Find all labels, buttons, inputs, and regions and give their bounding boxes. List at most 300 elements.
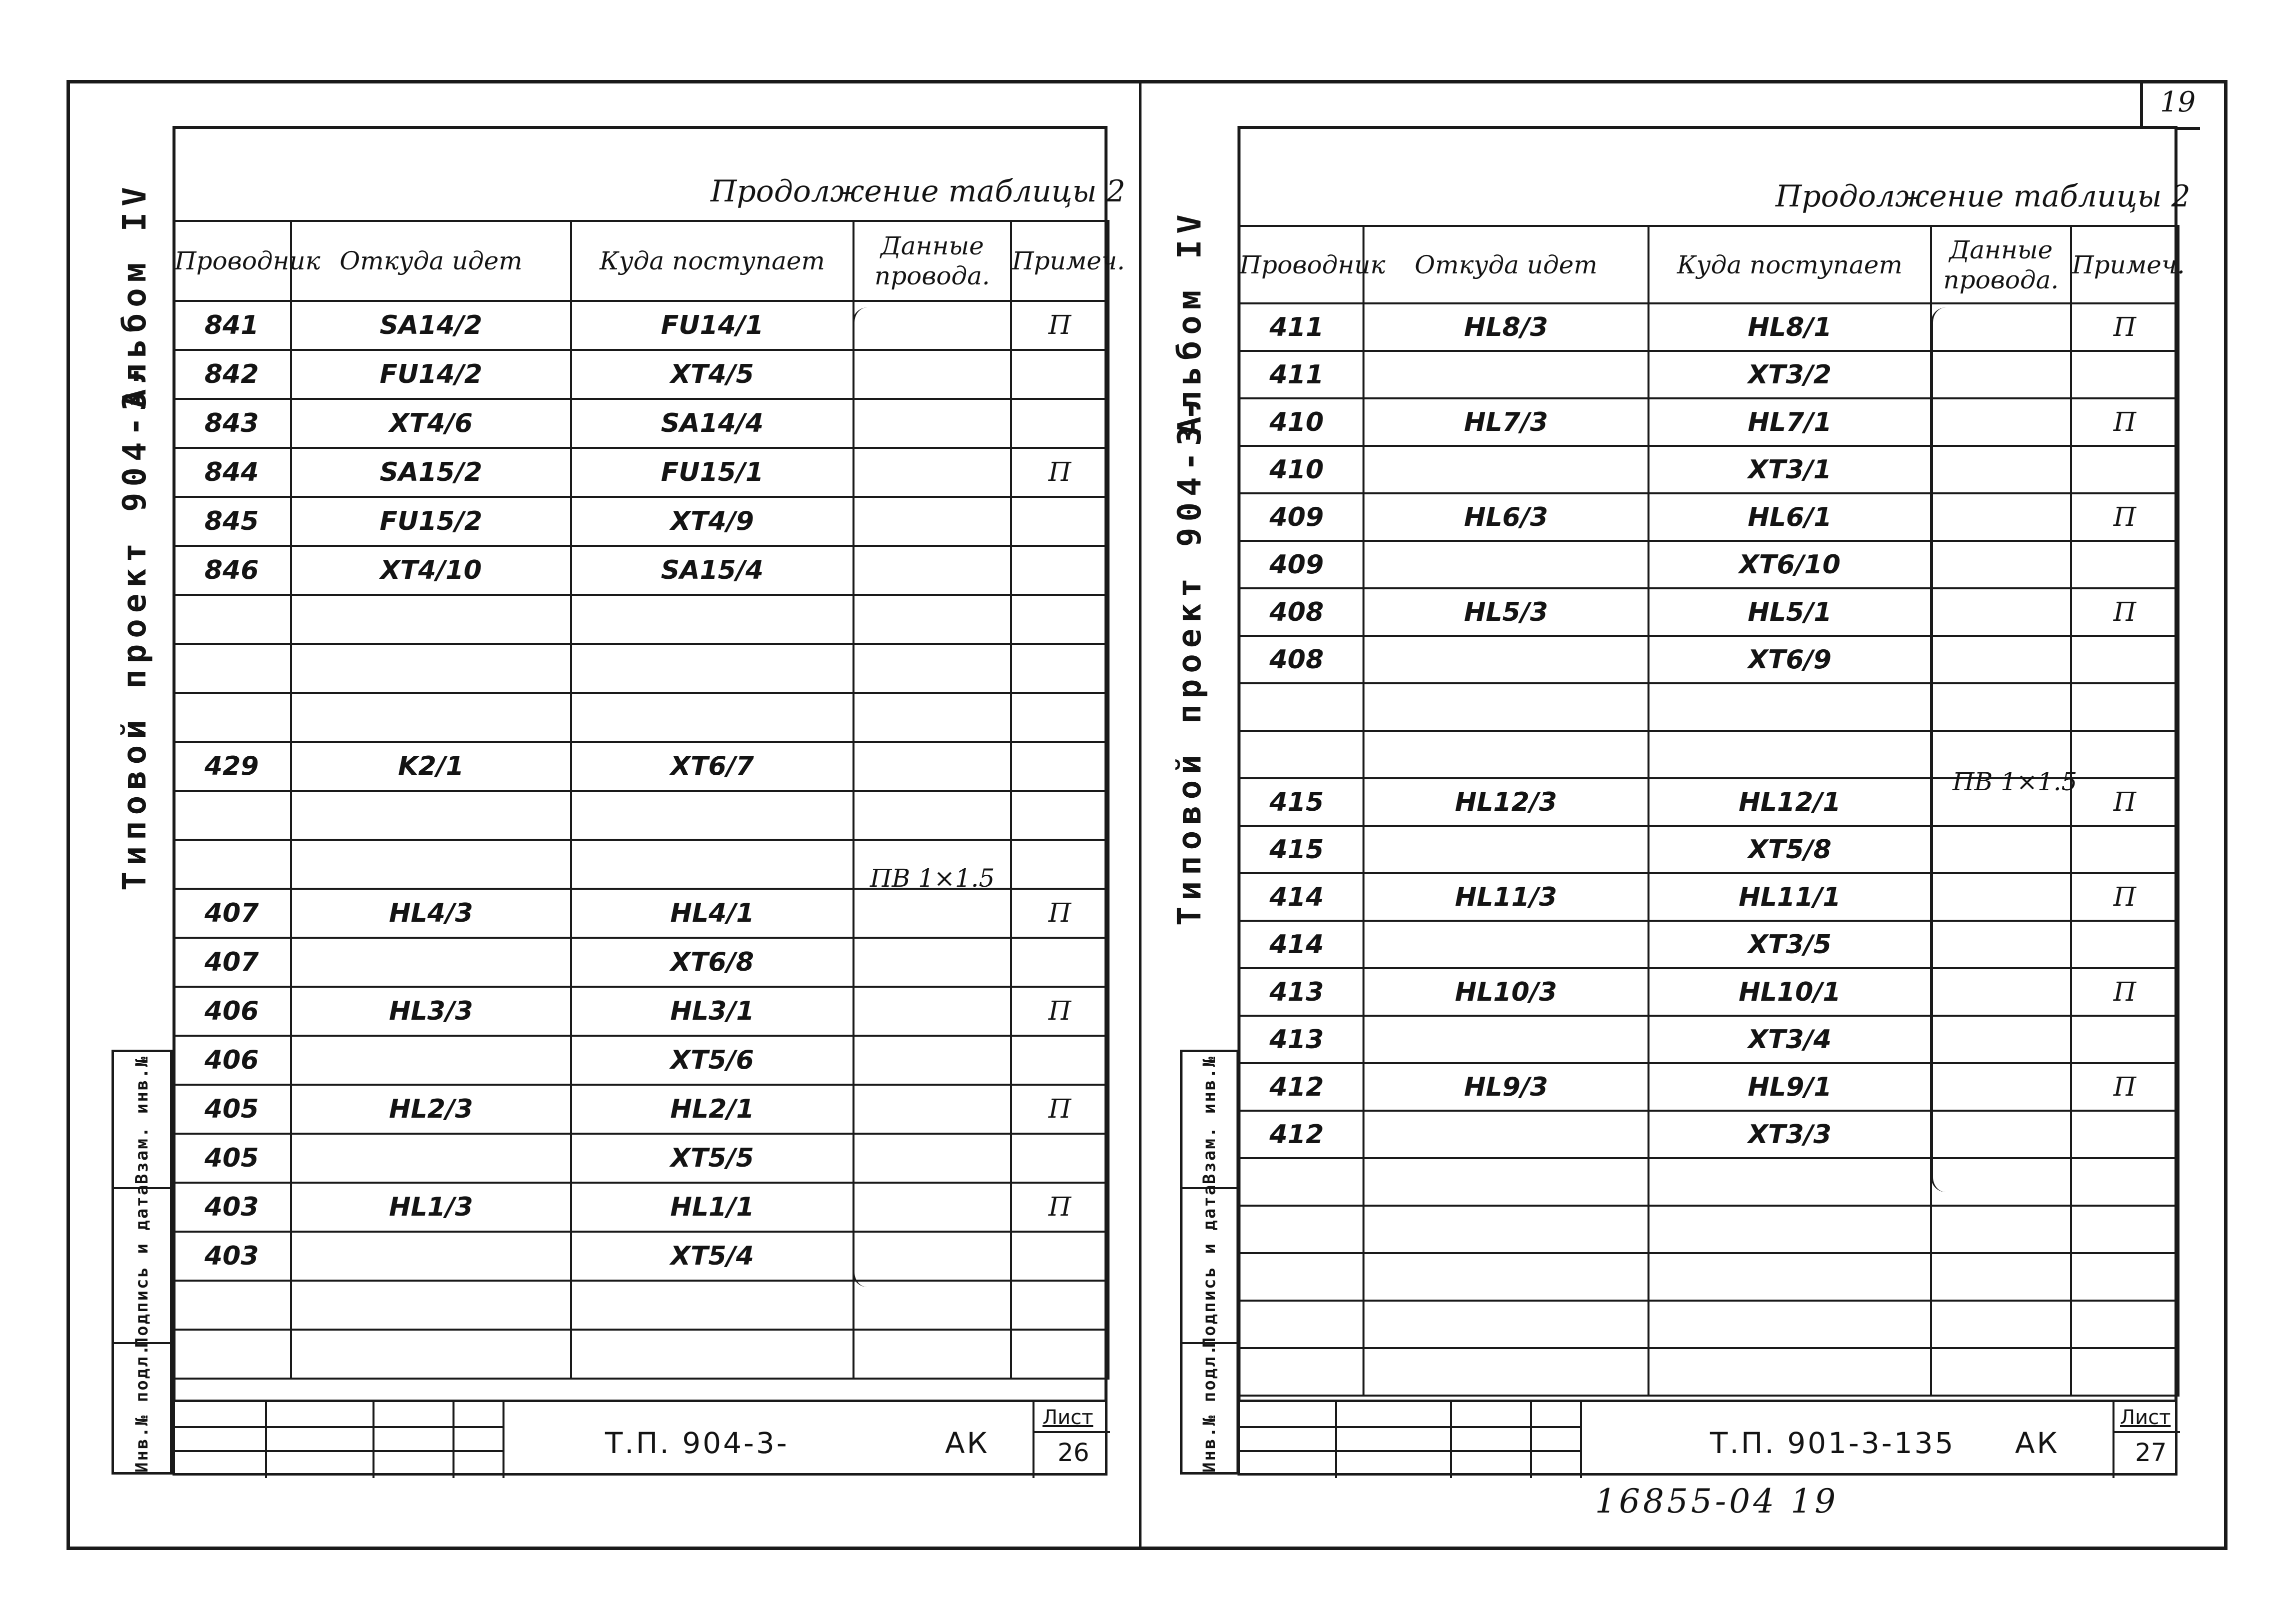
from-cell — [291, 1281, 571, 1330]
conductor-cell — [1238, 1158, 1364, 1206]
to-cell: HL9/1 — [1648, 1063, 1931, 1111]
note-cell — [2071, 1301, 2178, 1348]
wire-data-cell — [854, 546, 1011, 595]
from-cell — [291, 791, 571, 840]
conductor-cell: 408 — [1238, 588, 1364, 636]
left-sheet-label: Лист — [1042, 1406, 1094, 1429]
note-cell — [2071, 1206, 2178, 1253]
table-row — [174, 644, 1108, 693]
wire-data-cell — [1931, 1158, 2071, 1206]
conductor-cell: 413 — [1238, 1016, 1364, 1063]
wire-data-cell — [854, 301, 1011, 350]
note-cell: П — [2071, 493, 2178, 541]
left-strip-cell-inventory — [114, 1342, 170, 1472]
wire-data-cell — [1931, 588, 2071, 636]
wire-data-cell — [854, 595, 1011, 644]
to-cell: XT4/5 — [571, 350, 854, 399]
right-strip-cell-signature — [1182, 1183, 1236, 1348]
right-approval-strip — [1180, 1050, 1239, 1475]
conductor-cell: 407 — [174, 889, 291, 938]
to-cell — [1648, 731, 1931, 778]
note-cell: П — [2071, 1063, 2178, 1111]
note-cell — [1011, 546, 1108, 595]
from-cell: XT4/10 — [291, 546, 571, 595]
table-row — [174, 742, 1108, 791]
table-row — [174, 1036, 1108, 1085]
from-cell — [291, 595, 571, 644]
note-cell — [1011, 1134, 1108, 1183]
table-row — [174, 399, 1108, 448]
to-cell: XT3/1 — [1648, 446, 1931, 493]
note-cell — [1011, 742, 1108, 791]
conductor-cell — [174, 840, 291, 889]
archive-footer-note: 16855-04 19 — [1595, 1482, 1839, 1521]
right-header-to: Куда поступает — [1648, 226, 1931, 303]
wire-data-cell — [854, 1281, 1011, 1330]
wire-data-cell — [1931, 1111, 2071, 1158]
from-cell: HL2/3 — [291, 1085, 571, 1134]
table-row — [1238, 826, 2178, 873]
conductor-cell — [1238, 1206, 1364, 1253]
to-cell: XT6/8 — [571, 938, 854, 987]
left-wire-bracket — [852, 307, 872, 1287]
from-cell — [1364, 921, 1648, 968]
wire-data-cell — [854, 350, 1011, 399]
from-cell — [291, 1036, 571, 1085]
right-header-from: Откуда идет — [1364, 226, 1648, 303]
table-row — [174, 791, 1108, 840]
left-album-label: Альбом IV — [116, 181, 154, 408]
wire-data-cell — [1931, 826, 2071, 873]
left-strip-cell-signature — [114, 1183, 170, 1348]
from-cell — [1364, 826, 1648, 873]
right-header-wire-data — [1931, 226, 2071, 303]
table-row — [174, 1085, 1108, 1134]
to-cell: XT6/10 — [1648, 541, 1931, 588]
from-cell: SA14/2 — [291, 301, 571, 350]
album-fold-line — [1139, 80, 1142, 1550]
to-cell: HL8/1 — [1648, 303, 1931, 351]
left-wire-spec: ПВ 1×1.5 — [870, 864, 995, 893]
table-row — [174, 301, 1108, 350]
left-table-body — [174, 301, 1108, 1379]
wire-data-cell — [1931, 446, 2071, 493]
conductor-cell — [174, 1330, 291, 1379]
note-cell: П — [2071, 588, 2178, 636]
wire-data-cell — [1931, 1206, 2071, 1253]
conductor-cell — [174, 791, 291, 840]
left-stamp-code: Т.П. 904-3- — [605, 1426, 789, 1460]
from-cell — [1364, 683, 1648, 731]
conductor-cell: 405 — [174, 1134, 291, 1183]
conductor-cell — [174, 644, 291, 693]
note-cell — [2071, 1158, 2178, 1206]
conductor-cell: 408 — [1238, 636, 1364, 683]
right-header-wire-data-line1: Данные — [1949, 235, 2053, 264]
left-wiring-table — [172, 220, 1125, 1380]
right-continuation-title: Продолжение таблицы 2 — [1776, 179, 2190, 214]
table-row — [174, 1281, 1108, 1330]
from-cell: HL11/3 — [1364, 873, 1648, 921]
conductor-cell: 403 — [174, 1232, 291, 1281]
to-cell: XT3/5 — [1648, 921, 1931, 968]
conductor-cell — [174, 1281, 291, 1330]
note-cell — [1011, 399, 1108, 448]
table-row — [1238, 303, 2178, 351]
wire-data-cell — [854, 497, 1011, 546]
note-cell: П — [2071, 303, 2178, 351]
right-project-label: Типовой проект 904-3- — [1172, 395, 1208, 926]
conductor-cell: 403 — [174, 1183, 291, 1232]
left-strip-cell-replaced — [114, 1052, 170, 1187]
right-wire-spec: ПВ 1×1.5 — [1952, 767, 2078, 796]
wire-data-cell — [854, 399, 1011, 448]
left-header-wire-data-line2: провода. — [874, 261, 990, 290]
conductor-cell: 409 — [1238, 541, 1364, 588]
table-row — [174, 889, 1108, 938]
to-cell: SA14/4 — [571, 399, 854, 448]
table-row — [1238, 588, 2178, 636]
from-cell — [291, 840, 571, 889]
to-cell: XT5/8 — [1648, 826, 1931, 873]
to-cell — [1648, 1348, 1931, 1396]
table-row — [174, 350, 1108, 399]
left-header-wire-data — [854, 221, 1011, 301]
note-cell — [1011, 497, 1108, 546]
note-cell — [1011, 1036, 1108, 1085]
from-cell: FU14/2 — [291, 350, 571, 399]
wire-data-cell — [1931, 398, 2071, 446]
note-cell: П — [1011, 1085, 1108, 1134]
right-strip-cell-inventory — [1182, 1342, 1236, 1472]
note-cell — [2071, 1016, 2178, 1063]
note-cell — [2071, 1111, 2178, 1158]
corner-page-number: 19 — [2160, 86, 2196, 118]
left-continuation-title: Продолжение таблицы 2 — [710, 174, 1126, 209]
conductor-cell — [174, 595, 291, 644]
conductor-cell: 411 — [1238, 351, 1364, 398]
right-strip-label-inventory: Инв.№ подл. — [1200, 1343, 1220, 1473]
wire-data-cell — [1931, 1016, 2071, 1063]
conductor-cell: 843 — [174, 399, 291, 448]
note-cell: П — [2071, 968, 2178, 1016]
from-cell — [291, 1232, 571, 1281]
conductor-cell: 410 — [1238, 398, 1364, 446]
table-row — [174, 1232, 1108, 1281]
to-cell: HL4/1 — [571, 889, 854, 938]
from-cell — [1364, 446, 1648, 493]
conductor-cell: 429 — [174, 742, 291, 791]
right-header-wire-data-line2: провода. — [1943, 265, 2059, 294]
table-row — [174, 938, 1108, 987]
wire-data-cell — [1931, 1253, 2071, 1301]
conductor-cell: 410 — [1238, 446, 1364, 493]
table-row — [174, 595, 1108, 644]
from-cell — [291, 693, 571, 742]
conductor-cell: 406 — [174, 1036, 291, 1085]
conductor-cell: 846 — [174, 546, 291, 595]
wire-data-cell — [854, 1085, 1011, 1134]
from-cell — [1364, 1016, 1648, 1063]
note-cell — [1011, 595, 1108, 644]
note-cell — [2071, 826, 2178, 873]
table-row — [174, 1330, 1108, 1379]
from-cell: FU15/2 — [291, 497, 571, 546]
note-cell — [1011, 350, 1108, 399]
table-row — [1238, 1016, 2178, 1063]
table-row — [1238, 683, 2178, 731]
wire-data-cell — [1931, 636, 2071, 683]
right-wire-bracket — [1931, 307, 1950, 1192]
left-strip-label-signature: Подпись и дата — [132, 1183, 152, 1348]
from-cell — [1364, 541, 1648, 588]
note-cell — [1011, 840, 1108, 889]
table-row — [1238, 351, 2178, 398]
right-stamp-code: Т.П. 901-3-135 — [1710, 1426, 1956, 1460]
to-cell: HL7/1 — [1648, 398, 1931, 446]
from-cell — [291, 644, 571, 693]
to-cell: HL2/1 — [571, 1085, 854, 1134]
table-row — [174, 987, 1108, 1036]
wire-data-cell — [854, 1036, 1011, 1085]
conductor-cell — [1238, 731, 1364, 778]
conductor-cell: 411 — [1238, 303, 1364, 351]
note-cell — [2071, 351, 2178, 398]
right-album-label: Альбом IV — [1172, 208, 1208, 436]
note-cell — [2071, 921, 2178, 968]
conductor-cell: 412 — [1238, 1111, 1364, 1158]
right-stamp-section: АК — [2015, 1426, 2060, 1460]
table-row — [174, 497, 1108, 546]
table-row — [1238, 1301, 2178, 1348]
to-cell: XT6/9 — [1648, 636, 1931, 683]
table-row — [174, 1134, 1108, 1183]
note-cell — [2071, 731, 2178, 778]
wire-data-cell — [1931, 351, 2071, 398]
table-row — [174, 546, 1108, 595]
conductor-cell: 406 — [174, 987, 291, 1036]
to-cell: HL1/1 — [571, 1183, 854, 1232]
note-cell: П — [1011, 301, 1108, 350]
right-sheet-number: 27 — [2135, 1438, 2167, 1467]
right-wiring-table — [1238, 225, 2185, 1397]
to-cell: XT5/5 — [571, 1134, 854, 1183]
left-header-wire-data-line1: Данные — [880, 231, 984, 260]
to-cell: XT4/9 — [571, 497, 854, 546]
wire-data-cell — [854, 791, 1011, 840]
conductor-cell: 409 — [1238, 493, 1364, 541]
to-cell: XT3/4 — [1648, 1016, 1931, 1063]
left-stamp-section: АК — [945, 1426, 990, 1460]
right-strip-label-signature: Подпись и дата — [1200, 1183, 1220, 1348]
from-cell: HL5/3 — [1364, 588, 1648, 636]
from-cell — [1364, 351, 1648, 398]
to-cell: HL3/1 — [571, 987, 854, 1036]
to-cell — [1648, 683, 1931, 731]
from-cell — [291, 1134, 571, 1183]
note-cell — [1011, 1232, 1108, 1281]
note-cell — [1011, 1281, 1108, 1330]
conductor-cell — [174, 693, 291, 742]
wire-data-cell — [1931, 541, 2071, 588]
right-sheet-label: Лист — [2120, 1406, 2171, 1429]
wire-data-cell — [1931, 921, 2071, 968]
to-cell — [571, 1330, 854, 1379]
note-cell — [2071, 446, 2178, 493]
note-cell — [1011, 938, 1108, 987]
table-row — [1238, 1111, 2178, 1158]
note-cell: П — [1011, 448, 1108, 497]
from-cell — [1364, 636, 1648, 683]
to-cell: XT3/3 — [1648, 1111, 1931, 1158]
note-cell — [2071, 1348, 2178, 1396]
wire-data-cell — [854, 448, 1011, 497]
from-cell — [1364, 731, 1648, 778]
from-cell — [1364, 1301, 1648, 1348]
right-strip-cell-replaced — [1182, 1052, 1236, 1187]
note-cell: П — [1011, 987, 1108, 1036]
table-row — [1238, 1158, 2178, 1206]
from-cell: K2/1 — [291, 742, 571, 791]
left-sheet-number: 26 — [1058, 1438, 1090, 1467]
table-row — [1238, 873, 2178, 921]
to-cell: HL6/1 — [1648, 493, 1931, 541]
left-header-from: Откуда идет — [291, 221, 571, 301]
conductor-cell: 415 — [1238, 826, 1364, 873]
wire-data-cell — [1931, 1063, 2071, 1111]
left-header-conductor: Проводник — [174, 221, 291, 301]
wire-data-cell — [1931, 1348, 2071, 1396]
to-cell — [1648, 1301, 1931, 1348]
conductor-cell — [1238, 683, 1364, 731]
wire-data-cell — [854, 889, 1011, 938]
to-cell — [1648, 1206, 1931, 1253]
wire-data-cell — [854, 693, 1011, 742]
from-cell: SA15/2 — [291, 448, 571, 497]
table-row — [1238, 921, 2178, 968]
wire-data-cell — [854, 1134, 1011, 1183]
from-cell: HL10/3 — [1364, 968, 1648, 1016]
to-cell: XT3/2 — [1648, 351, 1931, 398]
table-row — [1238, 1063, 2178, 1111]
to-cell: XT5/6 — [571, 1036, 854, 1085]
table-row — [174, 693, 1108, 742]
note-cell: П — [1011, 1183, 1108, 1232]
note-cell — [2071, 683, 2178, 731]
from-cell: HL9/3 — [1364, 1063, 1648, 1111]
to-cell — [571, 840, 854, 889]
conductor-cell — [1238, 1253, 1364, 1301]
to-cell — [571, 644, 854, 693]
conductor-cell: 844 — [174, 448, 291, 497]
conductor-cell: 414 — [1238, 921, 1364, 968]
conductor-cell: 413 — [1238, 968, 1364, 1016]
wire-data-cell — [1931, 303, 2071, 351]
from-cell: HL4/3 — [291, 889, 571, 938]
wire-data-cell — [854, 1183, 1011, 1232]
to-cell — [1648, 1253, 1931, 1301]
note-cell — [2071, 541, 2178, 588]
to-cell: XT6/7 — [571, 742, 854, 791]
wire-data-cell — [854, 1330, 1011, 1379]
wire-data-cell — [854, 742, 1011, 791]
to-cell — [571, 791, 854, 840]
to-cell: HL5/1 — [1648, 588, 1931, 636]
conductor-cell: 414 — [1238, 873, 1364, 921]
note-cell — [1011, 1330, 1108, 1379]
note-cell: П — [2071, 873, 2178, 921]
table-row — [174, 448, 1108, 497]
from-cell: HL12/3 — [1364, 778, 1648, 826]
conductor-cell: 841 — [174, 301, 291, 350]
to-cell: FU15/1 — [571, 448, 854, 497]
to-cell: XT5/4 — [571, 1232, 854, 1281]
table-row — [1238, 398, 2178, 446]
from-cell: HL3/3 — [291, 987, 571, 1036]
conductor-cell: 842 — [174, 350, 291, 399]
wire-data-cell — [854, 987, 1011, 1036]
right-header-note: Примеч. — [2071, 226, 2178, 303]
to-cell — [571, 1281, 854, 1330]
note-cell: П — [1011, 889, 1108, 938]
wire-data-cell — [1931, 1301, 2071, 1348]
from-cell: HL8/3 — [1364, 303, 1648, 351]
left-header-note: Примеч. — [1011, 221, 1108, 301]
to-cell: HL12/1 — [1648, 778, 1931, 826]
right-title-block — [1238, 1400, 2178, 1476]
from-cell — [291, 1330, 571, 1379]
from-cell — [291, 938, 571, 987]
wire-data-cell — [854, 644, 1011, 693]
note-cell — [1011, 644, 1108, 693]
to-cell — [571, 693, 854, 742]
table-row — [1238, 493, 2178, 541]
right-header-conductor: Проводник — [1238, 226, 1364, 303]
from-cell — [1364, 1158, 1648, 1206]
to-cell — [1648, 1158, 1931, 1206]
from-cell: HL1/3 — [291, 1183, 571, 1232]
table-row — [1238, 1348, 2178, 1396]
to-cell: HL10/1 — [1648, 968, 1931, 1016]
from-cell: XT4/6 — [291, 399, 571, 448]
left-project-label: Типовой проект 904-3- — [116, 360, 154, 891]
to-cell — [571, 595, 854, 644]
wire-data-cell — [854, 1232, 1011, 1281]
table-row — [1238, 1253, 2178, 1301]
note-cell — [2071, 636, 2178, 683]
conductor-cell: 405 — [174, 1085, 291, 1134]
left-approval-strip — [112, 1050, 172, 1475]
conductor-cell: 415 — [1238, 778, 1364, 826]
table-row — [174, 1183, 1108, 1232]
right-strip-label-replaced: Взам. инв.№ — [1200, 1055, 1220, 1185]
left-strip-label-inventory: Инв.№ подл. — [132, 1343, 152, 1473]
from-cell — [1364, 1206, 1648, 1253]
from-cell: HL6/3 — [1364, 493, 1648, 541]
note-cell — [1011, 791, 1108, 840]
table-row — [1238, 541, 2178, 588]
table-row — [1238, 636, 2178, 683]
note-cell — [1011, 693, 1108, 742]
table-row — [1238, 446, 2178, 493]
to-cell: FU14/1 — [571, 301, 854, 350]
conductor-cell: 412 — [1238, 1063, 1364, 1111]
left-header-to: Куда поступает — [571, 221, 854, 301]
table-row — [1238, 968, 2178, 1016]
wire-data-cell — [1931, 968, 2071, 1016]
conductor-cell: 407 — [174, 938, 291, 987]
conductor-cell — [1238, 1301, 1364, 1348]
